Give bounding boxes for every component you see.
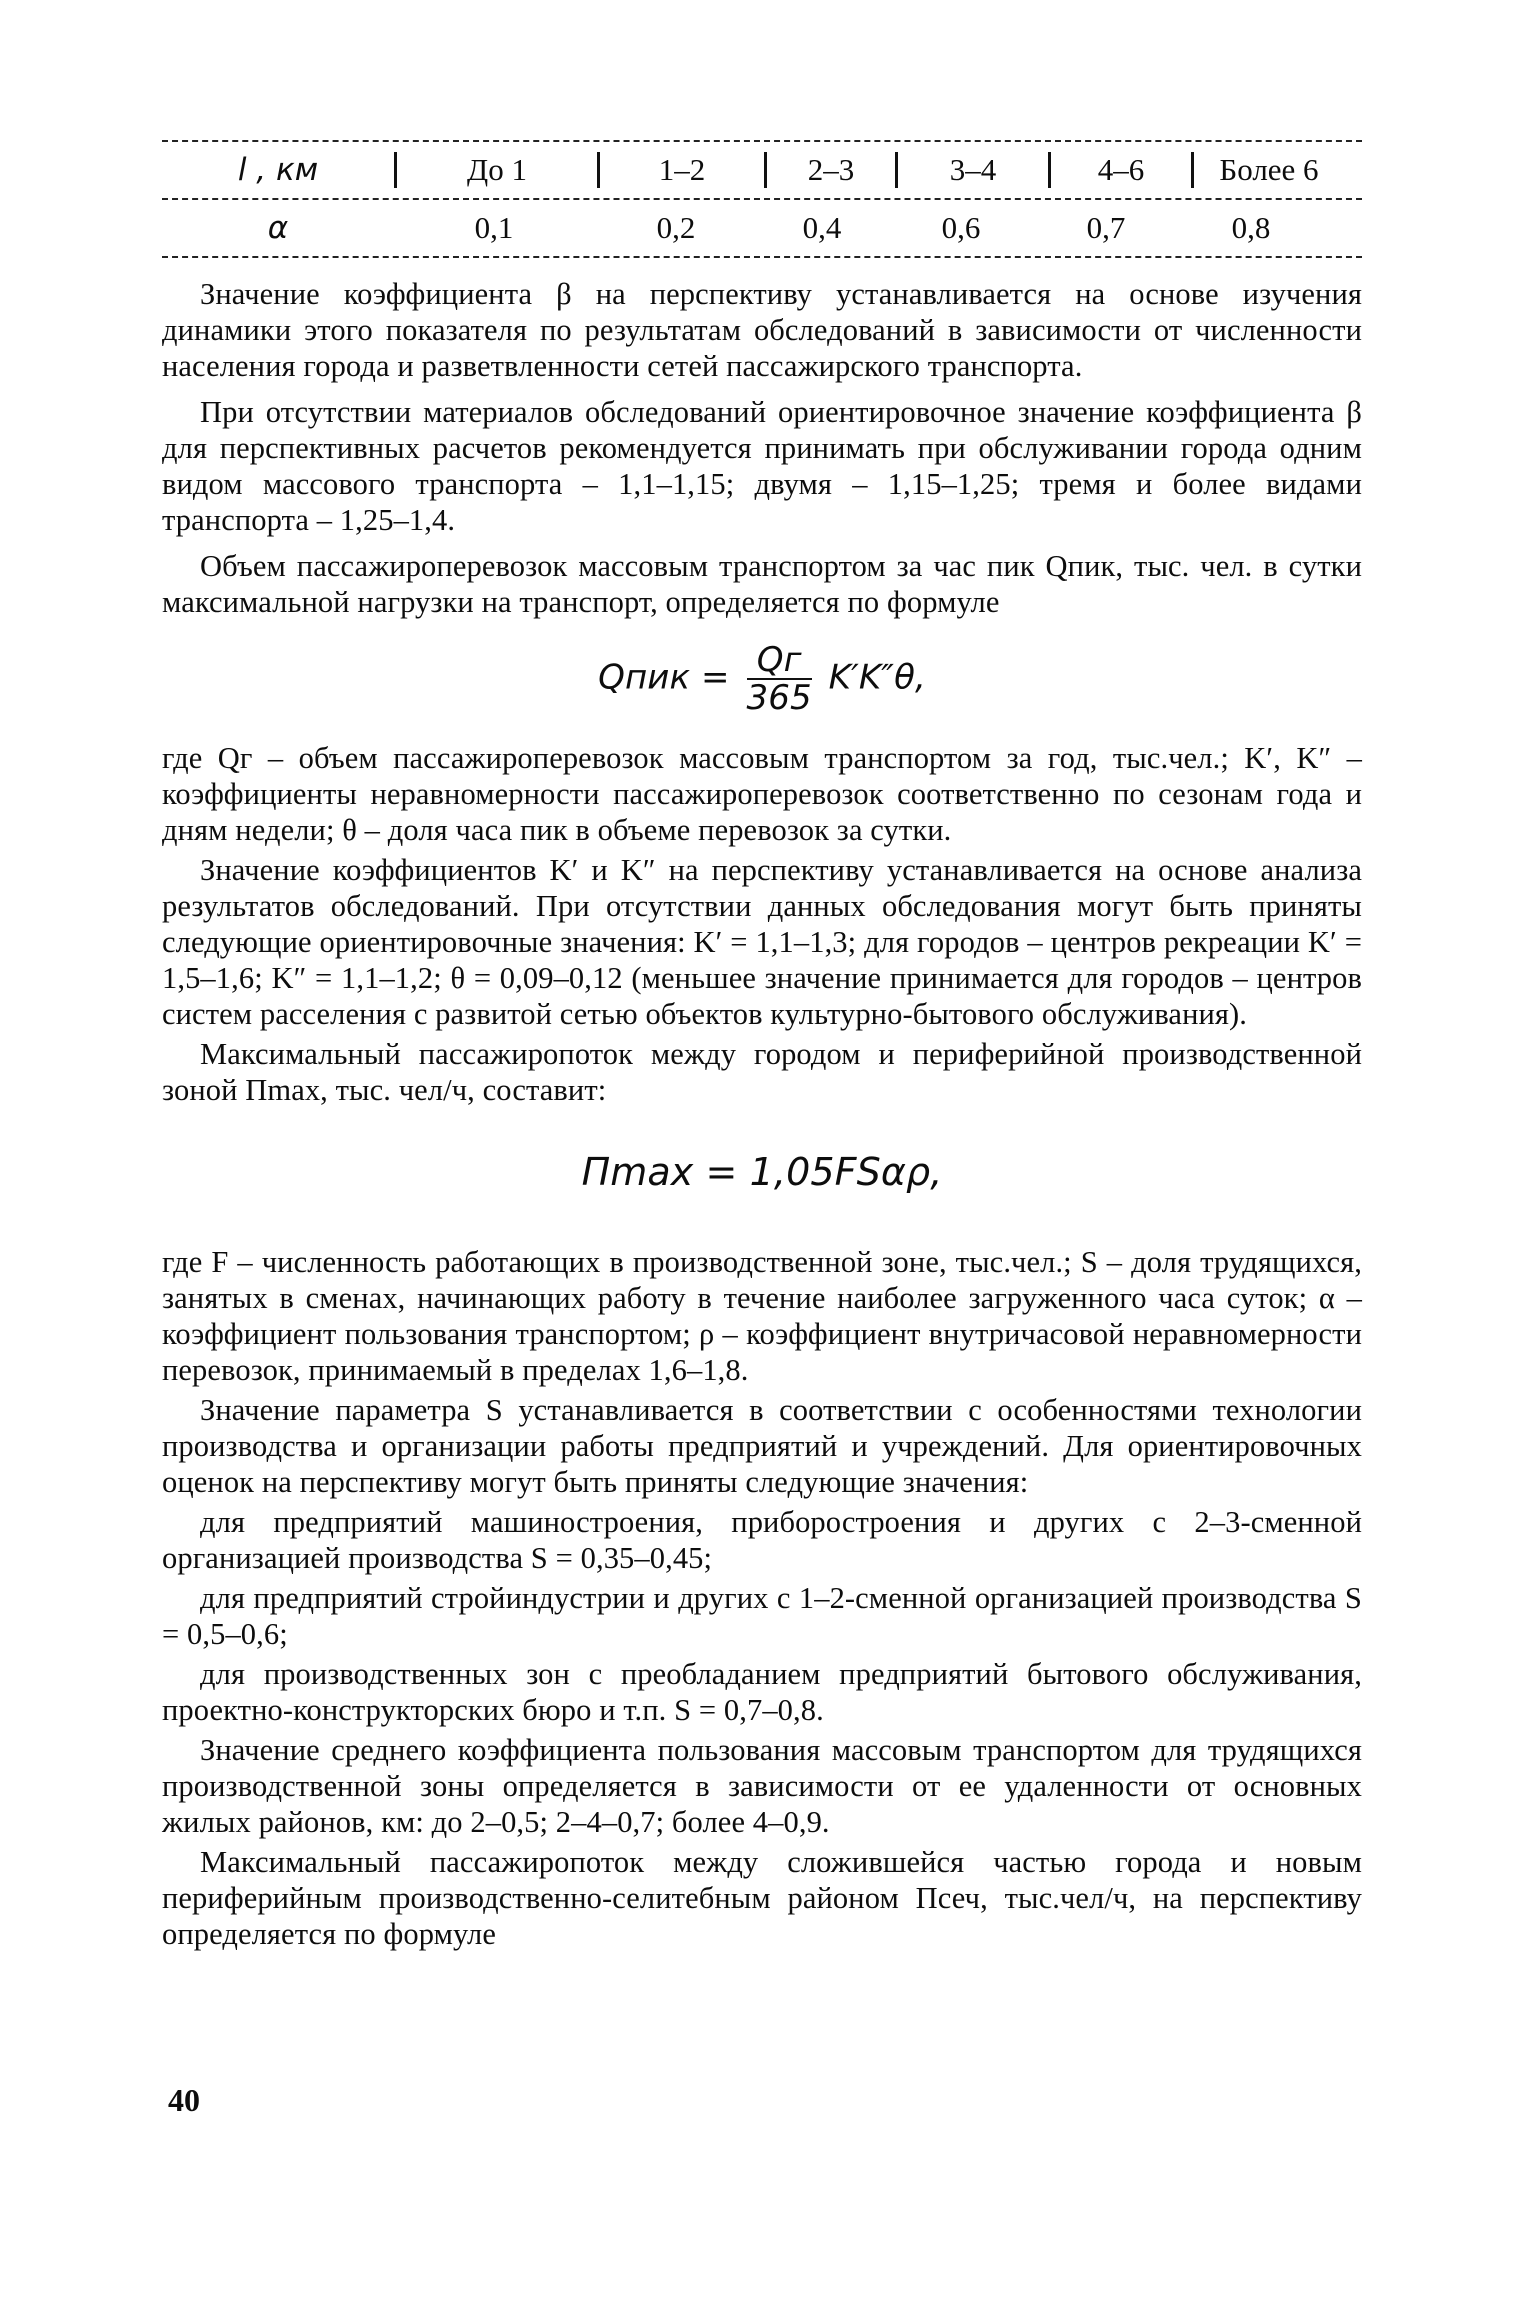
table-col-5: Более 6 [1191,152,1344,188]
paragraph-5: Значение коэффициентов K′ и K″ на перспективу устанавливается на основе анализа результатов обследований. При отсутствии данных обследования могут быть приняты следующие ориентировочные значения: K′ = 1,1–1,3; для городов – центров рекреации K′ = 1,5–1,6; K″ = 1,1–1,2; θ = 0,09–0,12 (меньшее значение принимается для городов – центров систем расселения с развитой сетью объектов культурно-бытового обслуживания). [162,853,1362,1031]
table-rule-bottom [162,256,1362,258]
paragraph-1: Значение коэффициента β на перспективу устанавливается на основе изучения динамики этого показателя по результатам обследований в зависимости от численности населения города и разветвленности сетей пассажирского транспорта. [162,277,1362,383]
paragraph-3: Объем пассажироперевозок массовым транспортом за час пик Qпик, тыс. чел. в сутки максимальной нагрузки на транспорт, определяется по формуле [162,549,1362,619]
formula-q-peak-fraction [747,642,812,716]
table-val-3: 0,6 [941,210,981,245]
formula-q-peak-denominator: 365 [746,678,812,718]
table-col-4: 4–6 [1048,152,1191,188]
paragraph-4: где Qг – объем пассажироперевозок массовым транспортом за год, тыс.чел.; K′, K″ – коэффициенты неравномерности пассажироперевозок соответственно по сезонам года и дням недели; θ – доля часа пик в объеме перевозок за сутки. [162,741,1362,847]
paragraph-9: для предприятий машиностроения, приборостроения и других с 2–3-сменной организацией производства S = 0,35–0,45; [162,1505,1362,1575]
table-val-0: 0,1 [474,210,514,245]
paragraph-11: для производственных зон с преобладанием предприятий бытового обслуживания, проектно-конструкторских бюро и т.п. S = 0,7–0,8. [162,1657,1362,1727]
table-val-4: 0,7 [1086,210,1126,245]
table-col-1: 1–2 [597,152,764,188]
formula-p-max: Пmax = 1,05FSαρ, [581,1150,943,1194]
page-number: 40 [168,2082,200,2118]
table-col-3: 3–4 [895,152,1048,188]
table-val-5: 0,8 [1231,210,1271,245]
formula-q-peak [162,642,1362,716]
table-header-label: l , км [237,152,319,188]
body-text [162,276,1362,1952]
page [162,140,1362,1952]
paragraph-12: Значение среднего коэффициента пользования массовым транспортом для трудящихся производственной зоны определяется в зависимости от ее удаленности от основных жилых районов, км: до 2–0,5; 2–4–0,7; более 4–0,9. [162,1733,1362,1839]
formula-q-peak-left: Qпик = [598,657,730,698]
table-header-row [162,142,1362,198]
table-value-row [162,200,1362,256]
paragraph-10: для предприятий стройиндустрии и других с 1–2-сменной организацией производства S = 0,5–0,6; [162,1581,1362,1651]
coefficient-table [162,140,1362,258]
table-col-2: 2–3 [764,152,895,188]
table-val-2: 0,4 [802,210,842,245]
paragraph-8: Значение параметра S устанавливается в соответствии с особенностями технологии производства и организации работы предприятий и учреждений. Для ориентировочных оценок на перспективу могут быть приняты следующие значения: [162,1393,1362,1499]
paragraph-7: где F – численность работающих в производственной зоне, тыс.чел.; S – доля трудящихся, занятых в сменах, начинающих работу в течение наиболее загруженного часа суток; α – коэффициент пользования транспортом; ρ – коэффициент внутричасовой неравномерности перевозок, принимаемый в пределах 1,6–1,8. [162,1245,1362,1387]
table-col-0: До 1 [394,152,597,188]
table-row-label: α [267,210,289,246]
paragraph-13: Максимальный пассажиропоток между сложившейся частью города и новым периферийным производственно-селитебным районом Псеч, тыс.чел/ч, на перспективу определяется по формуле [162,1845,1362,1951]
formula-q-peak-numerator: Qг [747,642,812,680]
paragraph-6: Максимальный пассажиропоток между городом и периферийной производственной зоной Пmax, тыс. чел/ч, составит: [162,1037,1362,1107]
paragraph-2: При отсутствии материалов обследований ориентировочное значение коэффициента β для перспективных расчетов рекомендуется принимать при обслуживании города одним видом массового транспорта – 1,1–1,15; двумя – 1,15–1,25; тремя и более видами транспорта – 1,25–1,4. [162,395,1362,537]
table-val-1: 0,2 [656,210,696,245]
formula-q-peak-right: K′K″θ, [828,657,926,698]
